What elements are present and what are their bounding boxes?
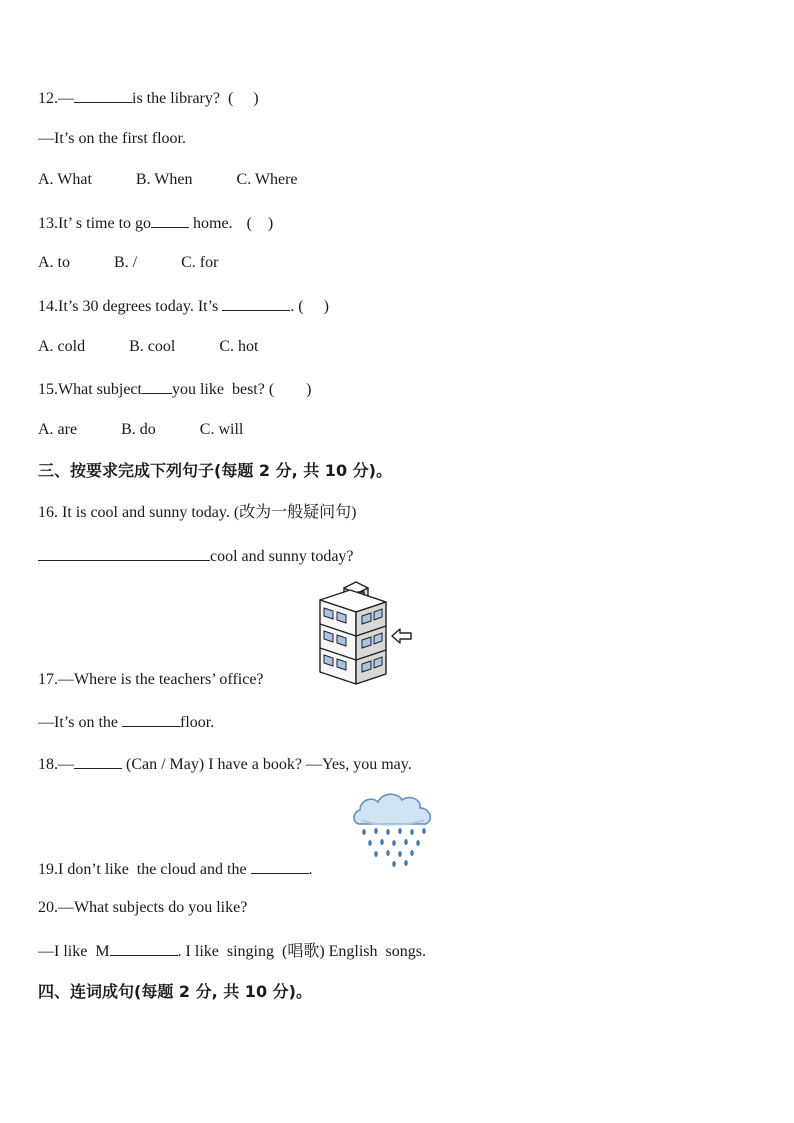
building-picture: [312, 578, 416, 690]
answer-blank[interactable]: [38, 545, 210, 561]
question-number: 12.: [38, 90, 58, 107]
question-text: It’ s time to go: [58, 215, 152, 232]
q18-stem: [38, 753, 412, 775]
option-b[interactable]: B. When: [135, 171, 193, 188]
question-number: 15.: [38, 381, 58, 398]
answer-paren[interactable]: ( ): [246, 215, 274, 232]
q16-stem: 16. It is cool and sunny today. (改为一般疑问句): [38, 504, 357, 521]
question-text: . I like singing (唱歌) English songs.: [177, 943, 426, 960]
option-c[interactable]: C. will: [199, 421, 244, 438]
option-c[interactable]: C. Where: [236, 171, 298, 188]
q13-stem: [38, 212, 273, 234]
q12-options: [38, 170, 298, 190]
answer-blank[interactable]: [110, 940, 178, 956]
question-number: 14.: [38, 298, 58, 315]
question-text: .: [308, 861, 313, 878]
dash: —: [58, 756, 74, 773]
q15-options: [38, 420, 243, 440]
q12-answer-line: —It’s on the first floor.: [38, 130, 186, 147]
dash: —: [58, 90, 74, 107]
answer-blank[interactable]: [222, 295, 290, 311]
option-a[interactable]: A. are: [38, 421, 78, 438]
question-text: What subject: [58, 381, 142, 398]
answer-blank[interactable]: [122, 711, 180, 727]
question-text: —It’s on the: [38, 714, 122, 731]
answer-blank[interactable]: [74, 753, 122, 769]
question-text: It’s 30 degrees today. It’s: [58, 298, 223, 315]
q15-stem: [38, 378, 312, 400]
option-b[interactable]: B. /: [114, 254, 138, 271]
option-b[interactable]: B. do: [121, 421, 156, 438]
question-text: floor.: [180, 714, 215, 731]
q20-stem: 20.—What subjects do you like?: [38, 899, 248, 916]
q13-options: [38, 253, 218, 273]
q19-stem: [38, 858, 313, 880]
answer-paren[interactable]: ( ): [227, 90, 259, 107]
question-text: is the library?: [132, 90, 220, 107]
question-number: 13.: [38, 215, 58, 232]
question-text: you like best? ( ): [171, 381, 312, 398]
question-text: 19.I don’t like the cloud and the: [38, 861, 251, 878]
question-text: . ( ): [290, 298, 329, 315]
q17-stem: 17.—Where is the teachers’ office?: [38, 671, 264, 688]
option-c[interactable]: C. hot: [219, 338, 259, 355]
question-text: —I like M: [38, 943, 110, 960]
question-number: 18.: [38, 756, 58, 773]
answer-blank[interactable]: [251, 858, 309, 874]
q12-stem: [38, 87, 259, 109]
q14-options: [38, 337, 258, 357]
rain-cloud-picture: [350, 790, 436, 870]
question-text: (Can / May) I have a book? —Yes, you may.: [122, 756, 412, 773]
q20-answer-line: [38, 940, 426, 962]
section-4-heading: 四、连词成句(每题 2 分, 共 10 分)。: [38, 982, 312, 1001]
question-text: cool and sunny today?: [210, 548, 354, 565]
raindrops: [362, 828, 426, 867]
answer-blank[interactable]: [151, 212, 189, 228]
option-b[interactable]: B. cool: [129, 338, 176, 355]
q14-stem: [38, 295, 329, 317]
arrow-left-icon: [392, 629, 411, 643]
q16-answer-line: [38, 545, 354, 567]
option-a[interactable]: A. What: [38, 171, 92, 188]
option-a[interactable]: A. to: [38, 254, 70, 271]
answer-blank[interactable]: [74, 87, 132, 103]
option-a[interactable]: A. cold: [38, 338, 86, 355]
option-c[interactable]: C. for: [181, 254, 219, 271]
q17-answer-line: [38, 711, 214, 733]
question-text: home.: [189, 215, 233, 232]
section-3-heading: 三、按要求完成下列句子(每题 2 分, 共 10 分)。: [38, 461, 392, 480]
answer-blank[interactable]: [142, 378, 172, 394]
